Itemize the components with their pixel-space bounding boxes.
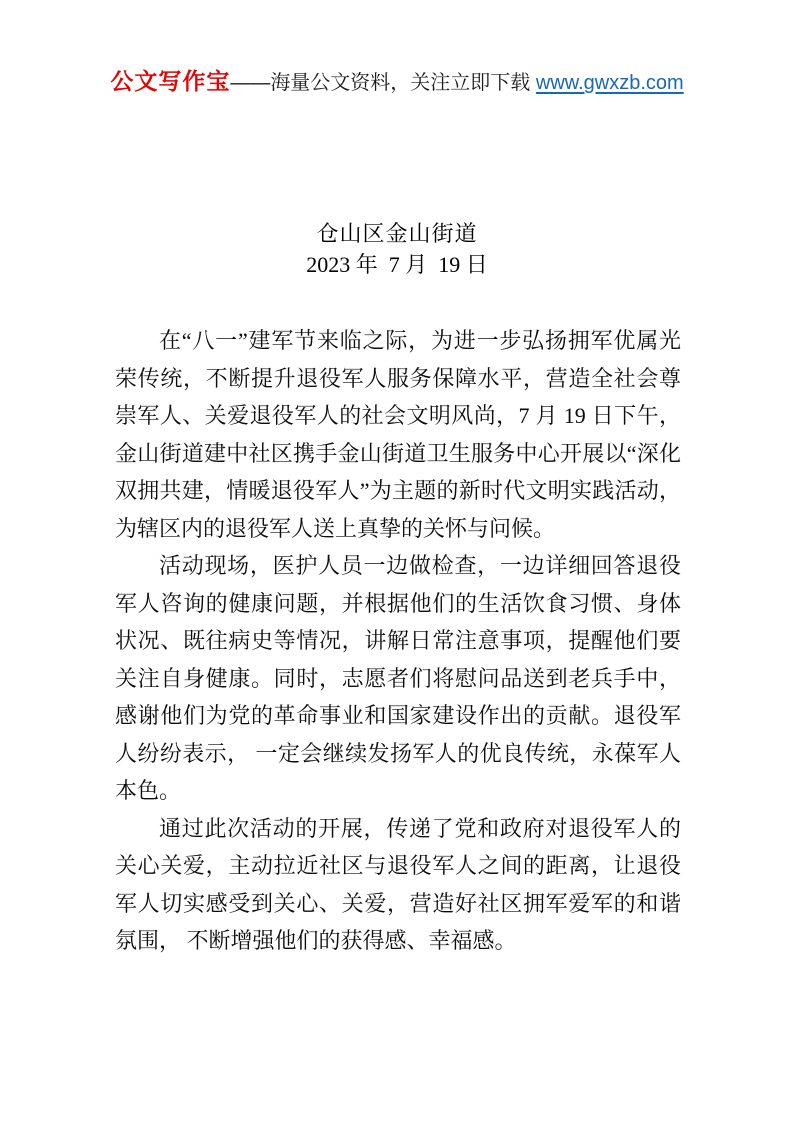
download-link[interactable]: www.gwxzb.com	[535, 72, 684, 94]
promo-header	[0, 63, 794, 96]
document-date: 2023 年 7 月 19 日	[306, 252, 488, 277]
document-body	[115, 322, 681, 960]
paragraph-1: 在“八一”建军节来临之际，为进一步弘扬拥军优属光荣传统，不断提升退役军人服务保障水平，营造全社会尊崇军人、关爱退役军人的社会文明风尚，7 月 19 日下午，金山街道建中社区携手金山街道卫生服务中心开展以“深化双拥共建，情暖退役军人”为主题的新时代文明实践活动，为辖区内的退役军人送上真挚的关怀与问候。	[115, 328, 681, 541]
paragraph-3: 通过此次活动的开展，传递了党和政府对退役军人的关心关爱，主动拉近社区与退役军人之间的距离，让退役军人切实感受到关心、关爱，营造好社区拥军爱军的和谐氛围， 不断增强他们的获得感、幸福感。	[115, 815, 681, 953]
header-tagline: ——海量公文资料，关注立即下载	[230, 72, 536, 94]
brand-text: 公文写作宝	[110, 68, 231, 94]
document-title: 仓山区金山街道	[316, 221, 478, 246]
paragraph-2: 活动现场，医护人员一边做检查，一边详细回答退役军人咨询的健康问题，并根据他们的生活饮食习惯、身体状况、既往病史等情况，讲解日常注意事项，提醒他们要关注自身健康。同时，志愿者们将慰问品送到老兵手中，感谢他们为党的革命事业和国家建设作出的贡献。退役军人纷纷表示， 一定会继续发扬军人的优良传统，永葆军人本色。	[115, 553, 681, 803]
